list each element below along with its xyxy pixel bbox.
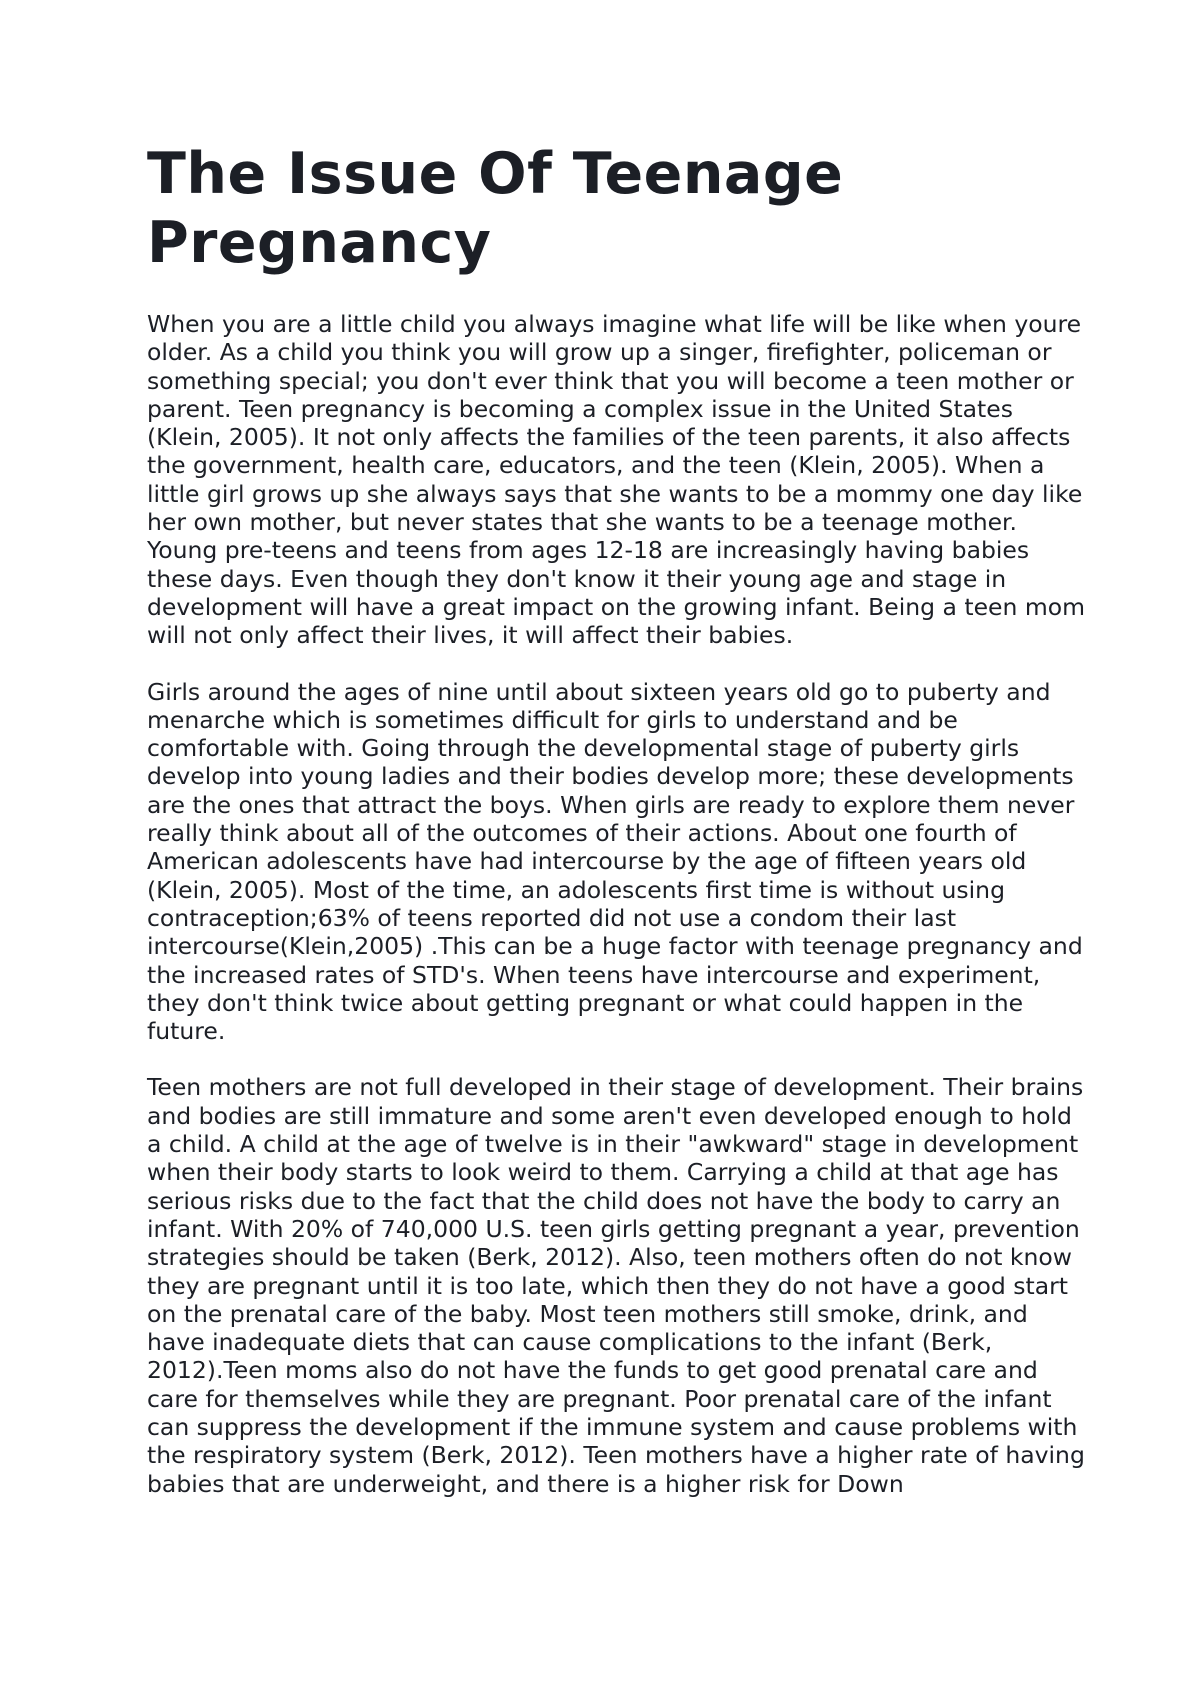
document-title: The Issue Of Teenage Pregnancy [147,141,844,276]
paragraph-2: Girls around the ages of nine until about sixteen years old go to puberty and menarche which is sometimes difficult for girls to understand and be comfortable with. Going through the developmental stage of puberty girls develop into young ladies and their bodies develop more; these developments are the ones that attract the boys. When girls are ready to explore them never really think about all of the outcomes of their actions. About one fourth of American adolescents have had intercourse by the age of fifteen years old (Klein, 2005). Most of the time, an adolescents first time is without using contraception;63% of teens reported did not use a condom their last intercourse(Klein,2005) .This can be a huge factor with teenage pregnancy and the increased rates of STD's. When teens have intercourse and experiment, they don't think twice about getting pregnant or what could happen in the future. [147,677,1083,1046]
paragraph-1: When you are a little child you always imagine what life will be like when youre older. As a child you think you will grow up a singer, firefighter, policeman or something special; you don't ever think that you will become a teen mother or parent. Teen pregnancy is becoming a complex issue in the United States (Klein, 2005). It not only affects the families of the teen parents, it also affects the government, health care, educators, and the teen (Klein, 2005). When a little girl grows up she always says that she wants to be a mommy one day like her own mother, but never states that she wants to be a teenage mother. Young pre-teens and teens from ages 12-18 are increasingly having babies these days. Even though they don't know it their young age and stage in development will have a great impact on the growing infant. Being a teen mom will not only affect their lives, it will affect their babies. [147,310,1086,650]
document-body [147,140,1087,1526]
paragraph-3: Teen mothers are not full developed in their stage of development. Their brains and bodies are still immature and some aren't even developed enough to hold a child. A child at the age of twelve is in their "awkward" stage in development when their body starts to look weird to them. Carrying a child at that age has serious risks due to the fact that the child does not have the body to carry an infant. With 20% of 740,000 U.S. teen girls getting pregnant a year, prevention strategies should be taken (Berk, 2012). Also, teen mothers often do not know they are pregnant until it is too late, which then they do not have a good start on the prenatal care of the baby. Most teen mothers still smoke, drink, and have inadequate diets that can cause complications to the infant (Berk, 2012).Teen moms also do not have the funds to get good prenatal care and care for themselves while they are pregnant. Poor prenatal care of the infant can suppress the development if the immune system and cause problems with the respiratory system (Berk, 2012). Teen mothers have a higher rate of having babies that are underweight, and there is a higher risk for Down [147,1073,1085,1498]
